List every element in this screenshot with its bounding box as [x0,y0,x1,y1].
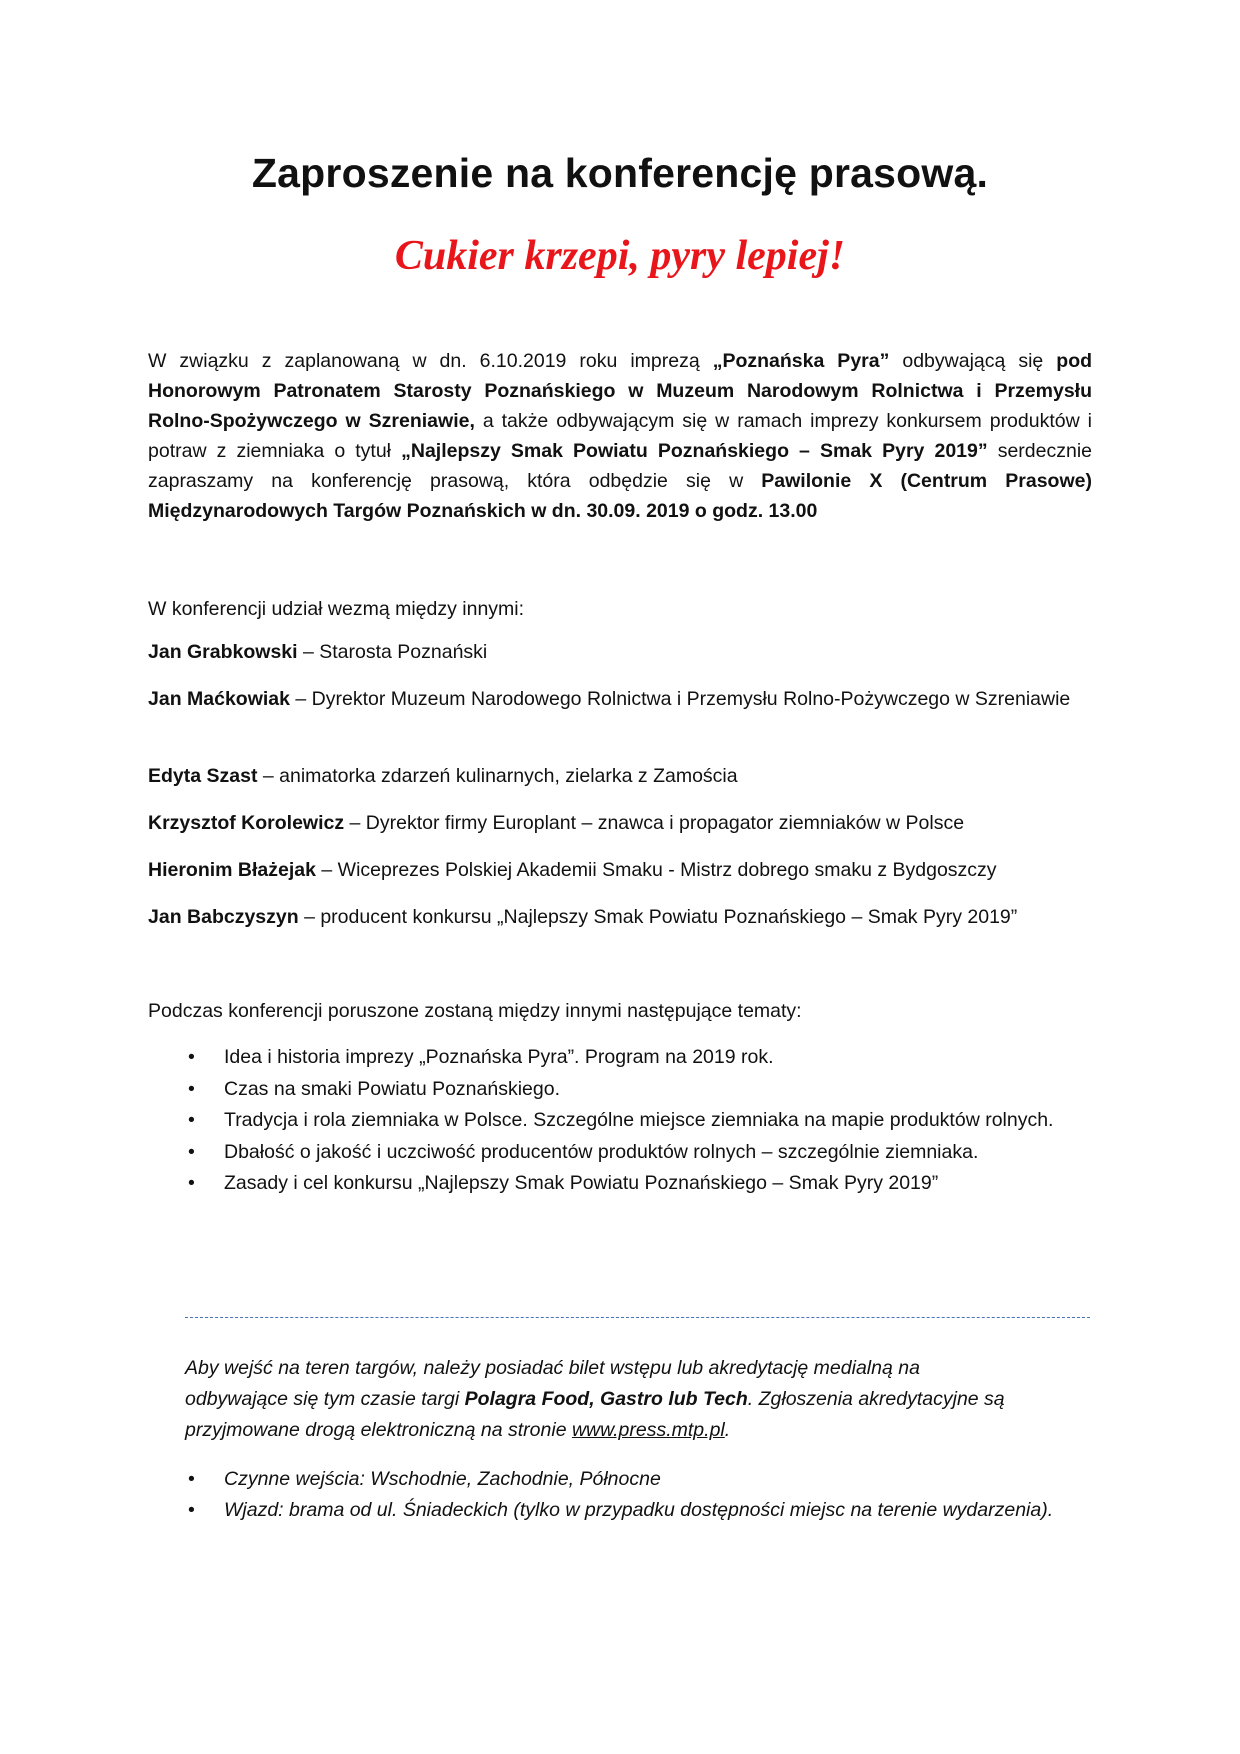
access-text: Wjazd: brama od ul. Śniadeckich (tylko w przypadku dostępności miejsc na terenie wydarzenia). [224,1499,1054,1521]
speaker-item [148,902,1092,932]
bullet-icon: • [188,1046,195,1068]
speaker-role: – producent konkursu „Najlepszy Smak Powiatu Poznańskiego – Smak Pyry 2019” [298,906,1018,928]
intro-text-1: W związku z zaplanowaną w dn. 6.10.2019 roku imprezą [148,350,713,372]
note-text-3: . [724,1419,731,1441]
intro-text-2: odbywającą się [889,350,1057,372]
list-item [148,1042,1098,1074]
list-item [148,1137,1098,1169]
topics-list [148,1042,1098,1200]
speakers-heading: W konferencji udział wezmą między innymi: [148,598,525,620]
note-text-2: . Zgłoszenia akredytacyjne są przyjmowane drogą elektroniczną na stronie [185,1388,1005,1441]
speaker-item [148,637,1092,667]
access-text: Czynne wejścia: Wschodnie, Zachodnie, Północne [224,1468,661,1490]
bullet-icon: • [188,1077,195,1100]
speaker-role: – Dyrektor Muzeum Narodowego Rolnictwa i Przemysłu Rolno-Pożywczego w Szreniawie [289,688,1071,710]
page-title: Zaproszenie na konferencję prasową. [251,150,989,196]
fair-names: Polagra Food, Gastro lub Tech [464,1388,748,1410]
list-item [148,1105,1098,1137]
bullet-icon: • [188,1109,195,1131]
speaker-name: Krzysztof Korolewicz [148,812,345,834]
topic-text: Czas na smaki Powiatu Poznańskiego. [224,1077,561,1100]
bullet-icon: • [188,1468,195,1490]
patronage: pod Honorowym Patronatem Starosty Poznańskiego w Muzeum Narodowym Rolnictwa i Przemysłu Rolno-Spożywczego w Szreniawie, [148,350,1093,432]
page-subtitle: Cukier krzepi, pyry lepiej! [394,233,846,279]
list-item [148,1074,1098,1106]
speaker-role: – Wiceprezes Polskiej Akademii Smaku - Mistrz dobrego smaku z Bydgoszczy [315,859,997,881]
speaker-name: Jan Grabkowski [148,641,298,663]
intro-text-3: a także odbywającym się w ramach imprezy konkursem produktów i potraw z ziemniaka o tytuł [148,410,1092,462]
speaker-name: Edyta Szast [148,765,258,787]
venue-date: Pawilonie X (Centrum Prasowe) Międzynarodowych Targów Poznańskich w dn. 30.09. 2019 o godz. 13.00 [148,470,1092,522]
bullet-icon: • [188,1499,195,1521]
topics-heading: Podczas konferencji poruszone zostaną między innymi następujące tematy: [148,1000,802,1022]
list-item [148,1168,1098,1200]
contest-name: „Najlepszy Smak Powiatu Poznańskiego – Smak Pyry 2019” [401,440,988,462]
topic-text: Idea i historia imprezy „Poznańska Pyra”. Program na 2019 rok. [224,1046,774,1068]
topic-text: Tradycja i rola ziemniaka w Polsce. Szczególne miejsce ziemniaka na mapie produktów rolnych. [224,1109,1054,1131]
note-text-1: Aby wejść na teren targów, należy posiadać bilet wstępu lub akredytację medialną na odbywające się tym czasie targi [185,1357,920,1410]
accreditation-note [185,1353,1015,1446]
event-name: „Poznańska Pyra” [712,350,890,372]
topic-text: Zasady i cel konkursu „Najlepszy Smak Powiatu Poznańskiego – Smak Pyry 2019” [224,1172,939,1194]
list-item [185,1464,1065,1495]
speaker-item [148,761,1092,791]
speaker-role: – Starosta Poznański [297,641,488,663]
list-item [185,1495,1065,1526]
speaker-item [148,684,1092,714]
speaker-role: – animatorka zdarzeń kulinarnych, zielarka z Zamościa [257,765,738,787]
dashed-divider [185,1317,1090,1318]
speaker-name: Jan Babczyszyn [148,906,299,928]
bullet-icon: • [188,1140,195,1163]
bullet-icon: • [188,1172,195,1194]
intro-text-4: serdecznie zapraszamy na konferencję prasową, która odbędzie się w [148,440,1093,492]
access-list [185,1464,1065,1526]
speaker-item [148,855,1092,885]
topic-text: Dbałość o jakość i uczciwość producentów produktów rolnych – szczególnie ziemniaka. [224,1140,979,1163]
press-link[interactable]: www.press.mtp.pl [571,1419,725,1441]
speaker-role: – Dyrektor firmy Europlant – znawca i propagator ziemniaków w Polsce [344,812,965,834]
speaker-name: Jan Maćkowiak [148,688,290,710]
intro-paragraph [148,346,1092,526]
speaker-name: Hieronim Błażejak [148,859,316,881]
speaker-item [148,808,1092,838]
